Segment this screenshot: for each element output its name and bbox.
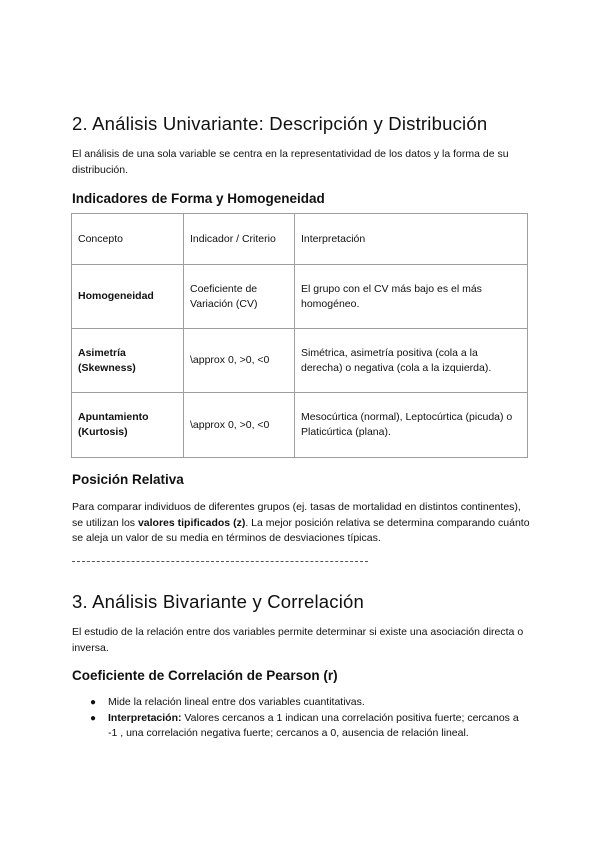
section-3-heading: 3. Análisis Bivariante y Correlación xyxy=(72,591,365,612)
table-cell-concepto xyxy=(72,329,184,393)
forma-homogeneidad-subheading: Indicadores de Forma y Homogeneidad xyxy=(72,191,325,206)
bullet-icon: ● xyxy=(90,697,97,708)
list-item xyxy=(88,711,528,742)
posicion-text-before: Para comparar individuos de diferentes grupos (ej. tasas de mortalidad en distintos continentes), se utilizan los xyxy=(72,501,521,529)
concepto-label: Homogeneidad xyxy=(78,290,154,302)
bullet-text: Mide la relación lineal entre dos variables cuantitativas. xyxy=(108,696,365,708)
table-header-cell: Indicador / Criterio xyxy=(184,214,295,265)
bullet-icon: ● xyxy=(90,712,97,724)
pearson-subheading: Coeficiente de Correlación de Pearson (r) xyxy=(72,668,338,683)
table-header-cell: Concepto xyxy=(72,214,184,265)
section-2-intro: El análisis de una sola variable se centra en la representatividad de los datos y la forma de su distribución. xyxy=(72,148,509,176)
table-header-cell: Interpretación xyxy=(295,214,528,265)
bullet-text: Valores cercanos a 1 indican una correlación positiva fuerte; cercanos a -1 , una correlación negativa fuerte; cercanos a 0, ausencia de relación lineal. xyxy=(108,711,519,739)
horizontal-divider xyxy=(72,561,368,562)
table-row xyxy=(72,393,528,458)
list-item xyxy=(88,695,528,711)
section-2-heading: 2. Análisis Univariante: Descripción y Distribución xyxy=(72,113,488,134)
posicion-text-after: . La mejor posición relativa se determina comparando cuánto se aleja un valor de su media en términos de desviaciones típicas. xyxy=(72,516,530,544)
table-cell-interpretacion: Mesocúrtica (normal), Leptocúrtica (picuda) o Platicúrtica (plana). xyxy=(295,393,528,458)
indicadores-table xyxy=(71,213,528,458)
table-header-row xyxy=(72,214,528,265)
concepto-label: Asimetría (Skewness) xyxy=(78,346,136,374)
table-cell-interpretacion: El grupo con el CV más bajo es el más homogéneo. xyxy=(295,265,528,329)
concepto-label: Apuntamiento (Kurtosis) xyxy=(78,411,149,438)
posicion-bold-term: valores tipificados (z) xyxy=(137,516,246,529)
posicion-relativa-subheading: Posición Relativa xyxy=(72,472,184,487)
table-cell-concepto xyxy=(72,393,184,458)
table-cell-indicador: Coeficiente de Variación (CV) xyxy=(184,265,295,329)
table-cell-indicador: \approx 0, >0, <0 xyxy=(184,393,295,458)
section-3-intro: El estudio de la relación entre dos variables permite determinar si existe una asociación directa o inversa. xyxy=(72,626,524,654)
pearson-bullet-list xyxy=(88,695,528,742)
table-cell-indicador: \approx 0, >0, <0 xyxy=(184,329,295,393)
table-row xyxy=(72,329,528,393)
posicion-relativa-paragraph xyxy=(72,500,532,547)
bullet-label: Interpretación: xyxy=(108,711,182,724)
table-cell-concepto xyxy=(72,265,184,329)
table-cell-interpretacion: Simétrica, asimetría positiva (cola a la derecha) o negativa (cola a la izquierda). xyxy=(295,329,528,393)
table-row xyxy=(72,265,528,329)
